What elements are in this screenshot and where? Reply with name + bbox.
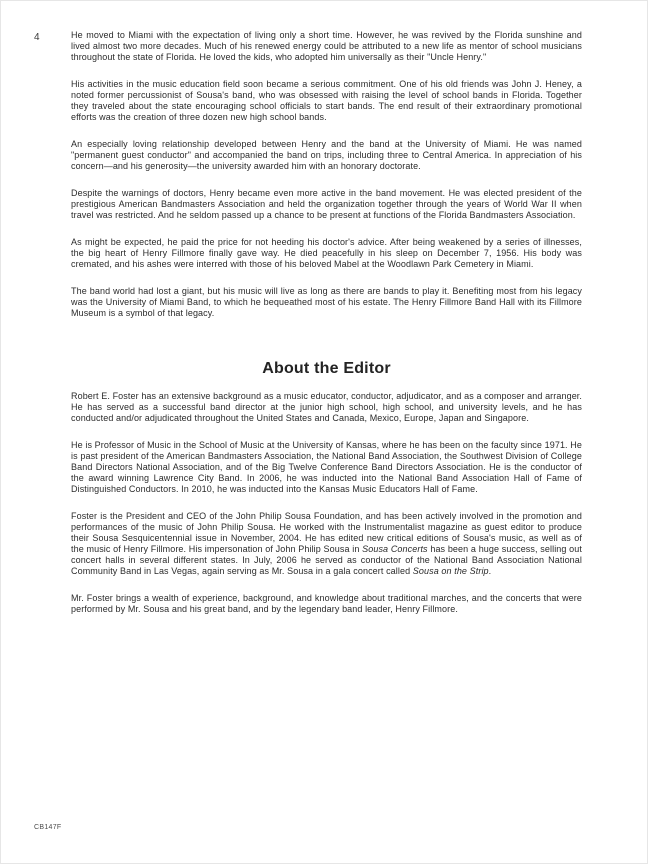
body-paragraph: The band world had lost a giant, but his music will live as long as there are bands to play it. Benefiting most from his legacy was the University of Miami Band, to which he bequeathed most of his estate. The Henry Fillmore Band Hall with its Fillmore Museum is a symbol of that legacy. [71, 286, 582, 318]
editor-paragraph: Robert E. Foster has an extensive background as a music educator, conductor, adjudicator, and as a composer and arranger. He has served as a successful band director at the junior high school, high school, and university levels, and he has conducted and/or adjudicated throughout the United States and Canada, Mexico, Europe, Japan and Singapore. [71, 391, 582, 423]
editor-paragraph: Foster is the President and CEO of the John Philip Sousa Foundation, and has been actively involved in the promotion and performances of the music of John Philip Sousa. He worked with the Instrumentalist magazine as guest editor to produce their Sousa Sesquicentennial issue in November, 2004. He has edited new critical editions of Sousa's music, as well as of the music of Henry Fillmore. His impersonation of John Philip Sousa in Sousa Concerts has been a huge success, selling out concert halls in several different states. In July, 2006 he served as conductor of the National Band Association National Community Band in Las Vegas, again serving as Mr. Sousa in a gala concert called Sousa on the Strip. [71, 511, 582, 576]
body-paragraph: His activities in the music education field soon became a serious commitment. One of his old friends was John J. Heney, a noted former percussionist of Sousa's band, who was obsessed with raising the level of school bands in Florida. Together they traveled about the state encouraging school officials to start bands. The end result of their extraordinary promotional efforts was the creation of three dozen new high school bands. [71, 79, 582, 122]
body-paragraph: Despite the warnings of doctors, Henry became even more active in the band movement. He was elected president of the prestigious American Bandmasters Association and held the organization together through the years of World War II when travel was restricted. And he seldom passed up a chance to be present at functions of the Florida Bandmasters Association. [71, 188, 582, 220]
page-content [71, 30, 582, 631]
editor-paragraph: Mr. Foster brings a wealth of experience, background, and knowledge about traditional marches, and the concerts that were performed by Mr. Sousa and his great band, and by the legendary band leader, Henry Fillmore. [71, 593, 582, 614]
page-number: 4 [34, 32, 40, 43]
body-paragraph: He moved to Miami with the expectation of living only a short time. However, he was revived by the Florida sunshine and lived almost two more decades. Much of his renewed energy could be attributed to a new life as mentor of school musicians throughout the state of Florida. He loved the kids, who adopted him universally as their "Uncle Henry." [71, 30, 582, 62]
body-paragraph: As might be expected, he paid the price for not heeding his doctor's advice. After being weakened by a series of illnesses, the big heart of Henry Fillmore finally gave way. He died peacefully in his sleep on December 7, 1956. His body was cremated, and his ashes were interred with those of his beloved Mabel at the Woodlawn Park Cemetery in Miami. [71, 237, 582, 269]
section-heading-about-the-editor: About the Editor [262, 360, 391, 377]
footer-publication-code: CB147F [34, 824, 62, 831]
editor-paragraph: He is Professor of Music in the School of Music at the University of Kansas, where he has been on the faculty since 1971. He is past president of the American Bandmasters Association, the National Band Association, the Southwest Division of College Band Directors National Association, and of the Big Twelve Conference Band Directors Association. He is the conductor of the award winning Lawrence City Band. In 2006, he was inducted into the National Band Association Hall of Fame of Distinguished Conductors. In 2010, he was inducted into the Kansas Music Educators Hall of Fame. [71, 440, 582, 494]
body-paragraph: An especially loving relationship developed between Henry and the band at the University of Miami. He was named "permanent guest conductor" and accompanied the band on trips, including three to Central America. In appreciation of his concern—and his generosity—the university awarded him with an honorary doctorate. [71, 139, 582, 171]
